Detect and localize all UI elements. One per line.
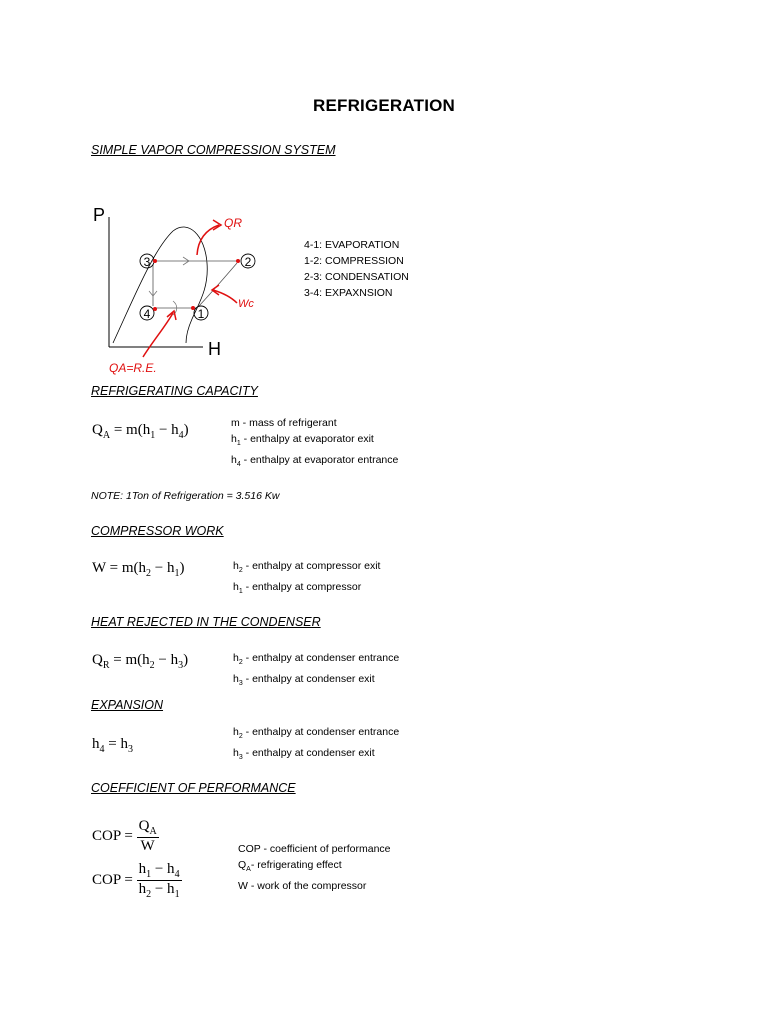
eq-part: = m(h: [109, 652, 150, 668]
heading-expansion: EXPANSION: [91, 698, 164, 712]
desc-line: $h_1$ - enthalpy at compressor: [233, 581, 362, 596]
point-3-label: 3: [143, 255, 151, 269]
compressor-description: [233, 558, 380, 600]
eq-part: COP =: [92, 871, 133, 888]
legend-item: 3-4: EXPAXNSION: [304, 287, 393, 299]
eq-part: ): [183, 652, 189, 668]
eq-part: W = m(h: [92, 560, 147, 576]
expansion-equation: [92, 736, 133, 755]
point-3-dot: [153, 259, 157, 263]
desc-line: $h_2$ - enthalpy at condenser entrance: [233, 652, 400, 667]
wc-label: Wc: [238, 298, 254, 310]
eq-part: h: [92, 736, 100, 752]
legend-item: 1-2: COMPRESSION: [304, 255, 404, 267]
eq-sub: 1: [174, 568, 180, 579]
wc-arrow: [213, 290, 237, 303]
heading-compressor-work: COMPRESSOR WORK: [91, 524, 224, 538]
eq-sub: A: [102, 430, 111, 441]
eq-part: − h: [154, 652, 179, 668]
eq-part: = h: [104, 736, 128, 752]
heading-cop: COEFFICIENT OF PERFORMANCE: [91, 781, 296, 795]
qr-arrow: [197, 225, 219, 255]
desc-line: $Q_A-$ refrigerating effect: [238, 859, 342, 874]
eq-part: = m(h: [110, 422, 151, 438]
cop-fraction-1: [137, 818, 159, 855]
point-1-label: 1: [197, 307, 205, 321]
cycle-legend: [304, 237, 409, 301]
point-4-label: 4: [143, 307, 151, 321]
eq-sub: 1: [150, 430, 156, 441]
cop-equation-2: [92, 861, 182, 900]
desc-line: W - work of the compressor: [238, 880, 367, 893]
point-1-dot: [191, 306, 195, 310]
desc-line: $h_1$ - enthalpy at evaporator exit: [231, 433, 374, 448]
fraction-denominator: W: [140, 838, 155, 854]
desc-line: $h_3$ - enthalpy at condenser exit: [233, 673, 375, 688]
compressor-equation: [92, 560, 184, 579]
page-title: REFRIGERATION: [312, 96, 456, 115]
eq-sub: 2: [146, 568, 152, 579]
condenser-equation: [92, 652, 188, 671]
eq-sub: 2: [149, 660, 155, 671]
compression-line: [199, 263, 237, 306]
eq-sub: 4: [99, 744, 105, 755]
fraction-numerator: $h_1 - h_4$: [138, 861, 180, 880]
heading-refrigerating-capacity: REFRIGERATING CAPACITY: [91, 384, 258, 398]
legend-item: 4-1: EVAPORATION: [304, 239, 400, 251]
eq-sub: R: [102, 660, 110, 671]
point-2-dot: [236, 259, 240, 263]
h-axis-label: H: [208, 339, 221, 359]
capacity-equation: [92, 422, 189, 441]
qa-label: QA=R.E.: [109, 361, 157, 375]
point-2-label: 2: [244, 255, 252, 269]
heading-heat-rejected: HEAT REJECTED IN THE CONDENSER: [91, 615, 321, 629]
desc-line: $h_3$ - enthalpy at condenser exit: [233, 747, 375, 762]
capacity-description: [231, 415, 398, 473]
expansion-description: [233, 724, 399, 766]
eq-part: ): [183, 422, 189, 438]
eq-sub: 3: [127, 744, 133, 755]
desc-line: $h_2$ - enthalpy at compressor exit: [233, 560, 381, 575]
qr-label: QR: [224, 216, 242, 230]
eq-part: ): [179, 560, 185, 576]
heading-simple-vapor: SIMPLE VAPOR COMPRESSION SYSTEM: [91, 143, 336, 157]
saturation-dome: [113, 227, 207, 343]
desc-line: m - mass of refrigerant: [231, 417, 337, 429]
desc-line: COP - coefficient of performance: [238, 843, 391, 855]
eq-part: COP =: [92, 827, 133, 844]
point-4-dot: [153, 307, 157, 311]
cop-fraction-2: [137, 861, 182, 900]
eq-part: − h: [155, 422, 179, 438]
legend-item: 2-3: CONDENSATION: [304, 271, 409, 283]
p-axis-label: P: [93, 205, 106, 225]
fraction-numerator: $Q_A$: [138, 818, 157, 837]
condenser-description: [233, 650, 399, 692]
desc-line: $h_4$ - enthalpy at evaporator entrance: [231, 454, 399, 469]
eq-sub: 4: [178, 430, 184, 441]
eq-part: Q: [92, 422, 103, 438]
fraction-denominator: $h_2 - h_1$: [138, 881, 180, 900]
desc-line: $h_2$ - enthalpy at condenser entrance: [233, 726, 400, 741]
eq-part: Q: [92, 652, 103, 668]
eq-sub: 3: [178, 660, 184, 671]
ton-note: NOTE: 1Ton of Refrigeration = 3.516 Kw: [91, 490, 280, 502]
eq-part: − h: [151, 560, 175, 576]
cop-equation-1: [92, 818, 159, 855]
ph-diagram: [85, 195, 295, 385]
cop-description: [238, 841, 391, 894]
